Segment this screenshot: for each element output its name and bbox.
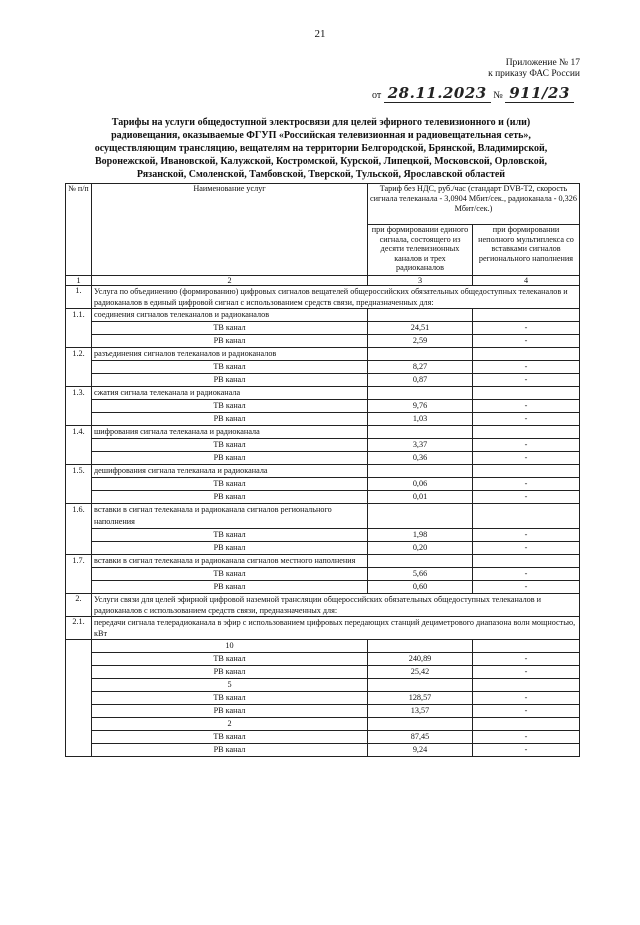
page-number: 21 xyxy=(314,28,326,40)
table-row xyxy=(66,744,580,757)
tariff-value: 0,20 xyxy=(368,542,473,555)
tariff-dash: - xyxy=(473,439,580,452)
tariff-table xyxy=(65,183,580,757)
channel-label: ТВ канал xyxy=(92,692,368,705)
service-row xyxy=(66,309,580,322)
table-row xyxy=(66,452,580,465)
service-name: дешифрования сигнала телеканала и радиоканала xyxy=(92,465,368,478)
tariff-value: 0,60 xyxy=(368,581,473,594)
tariff-dash: - xyxy=(473,529,580,542)
number-prefix: № xyxy=(493,90,503,101)
item-number: 1.6. xyxy=(66,504,92,555)
document-title: Тарифы на услуги общедоступной электросвязи для целей эфирного телевизионного и (или) радиовещания, оказываемые ФГУП «Российская телевизионная и радиовещательная сеть», осуществляющим трансляцию, вещателям на территории Белгородской, Брянской, Владимирской, Воронежской, Ивановской, Калужской, Костромской, Курской, Липецкой, Московской, Орловской, Рязанской, Смоленской, Тамбовской, Тверской, Тульской, Ярославской областей xyxy=(94,117,548,180)
channel-label: РВ канал xyxy=(92,491,368,504)
item-number: 1.1. xyxy=(66,309,92,348)
channel-label: ТВ канал xyxy=(92,439,368,452)
service-row xyxy=(66,617,580,640)
channel-label: РВ канал xyxy=(92,744,368,757)
table-row xyxy=(66,413,580,426)
tariff-dash: - xyxy=(473,361,580,374)
header-number: № п/п xyxy=(66,184,92,276)
handwritten-date: 28.11.2023 xyxy=(387,84,487,102)
channel-label: РВ канал xyxy=(92,413,368,426)
section-text: Услуги связи для целей эфирной цифровой наземной трансляции общероссийских обязательных общедоступных телеканалов и радиоканалов с использованием средств связи, предназначенных для: xyxy=(92,594,580,617)
tariff-value: 8,27 xyxy=(368,361,473,374)
date-prefix: от xyxy=(372,90,382,101)
table-row xyxy=(66,692,580,705)
tariff-value: 0,87 xyxy=(368,374,473,387)
tariff-dash: - xyxy=(473,322,580,335)
tariff-value: 1,03 xyxy=(368,413,473,426)
power-value: 2 xyxy=(92,718,368,731)
item-number: 2.1. xyxy=(66,617,92,640)
service-name: шифрования сигнала телеканала и радиоканала xyxy=(92,426,368,439)
service-row xyxy=(66,555,580,568)
tariff-dash: - xyxy=(473,491,580,504)
section-text: Услуга по объединению (формированию) цифровых сигналов вещателей общероссийских обязательных общедоступных телеканалов и радиоканалов в единый цифровой сигнал с использованием средств связи, предназначенных для: xyxy=(92,286,580,309)
service-name: разъединения сигналов телеканалов и радиоканалов xyxy=(92,348,368,361)
tariff-value: 24,51 xyxy=(368,322,473,335)
handwritten-number: 911/23 xyxy=(509,84,570,102)
section-number: 1. xyxy=(66,286,92,309)
table-row xyxy=(66,581,580,594)
power-value: 5 xyxy=(92,679,368,692)
service-name: вставки в сигнал телеканала и радиоканала сигналов местного наполнения xyxy=(92,555,368,568)
item-number: 1.7. xyxy=(66,555,92,594)
appendix-header xyxy=(380,58,580,80)
tariff-dash: - xyxy=(473,374,580,387)
service-row xyxy=(66,348,580,361)
table-row xyxy=(66,731,580,744)
channel-label: РВ канал xyxy=(92,666,368,679)
tariff-dash: - xyxy=(473,478,580,491)
tariff-value: 87,45 xyxy=(368,731,473,744)
table-row xyxy=(66,322,580,335)
appendix-label: Приложение № 17 xyxy=(505,58,580,68)
item-number: 1.2. xyxy=(66,348,92,387)
header-col3: при формировании единого сигнала, состоящего из десяти телевизионных каналов и трех радиоканалов xyxy=(368,225,473,276)
table-row xyxy=(66,335,580,348)
header-col4: при формировании неполного мультиплекса со вставками сигналов регионального наполнения xyxy=(473,225,580,276)
tariff-value: 0,06 xyxy=(368,478,473,491)
channel-label: ТВ канал xyxy=(92,478,368,491)
power-row xyxy=(66,679,580,692)
tariff-value: 240,89 xyxy=(368,653,473,666)
section-number: 2. xyxy=(66,594,92,617)
item-number: 1.4. xyxy=(66,426,92,465)
tariff-dash: - xyxy=(473,705,580,718)
table-row xyxy=(66,666,580,679)
table-row xyxy=(66,400,580,413)
channel-label: ТВ канал xyxy=(92,731,368,744)
table-row xyxy=(66,568,580,581)
item-number: 1.3. xyxy=(66,387,92,426)
service-name: передачи сигнала телерадиоканала в эфир с использованием цифровых передающих станций дециметрового диапазона волн мощностью, кВт xyxy=(92,617,580,640)
tariff-dash: - xyxy=(473,692,580,705)
table-row xyxy=(66,374,580,387)
tariff-value: 25,42 xyxy=(368,666,473,679)
channel-label: РВ канал xyxy=(92,335,368,348)
tariff-value: 128,57 xyxy=(368,692,473,705)
tariff-dash: - xyxy=(473,568,580,581)
tariff-dash: - xyxy=(473,731,580,744)
header-tariff: Тариф без НДС, руб./час (стандарт DVB-T2, скорость сигнала телеканала - 3,0904 Мбит/сек., радиоканала - 0,326 Мбит/сек.) xyxy=(368,184,580,225)
channel-label: ТВ канал xyxy=(92,361,368,374)
item-number: 1.5. xyxy=(66,465,92,504)
channel-label: РВ канал xyxy=(92,581,368,594)
table-row xyxy=(66,478,580,491)
table-row xyxy=(66,653,580,666)
channel-label: ТВ канал xyxy=(92,322,368,335)
table-row xyxy=(66,491,580,504)
channel-label: РВ канал xyxy=(92,374,368,387)
tariff-dash: - xyxy=(473,744,580,757)
tariff-value: 5,66 xyxy=(368,568,473,581)
table-row xyxy=(66,361,580,374)
order-date-number xyxy=(372,84,582,103)
tariff-value: 3,37 xyxy=(368,439,473,452)
table-row xyxy=(66,529,580,542)
column-index-row: 1 2 3 4 xyxy=(66,276,580,286)
service-row xyxy=(66,504,580,529)
service-row xyxy=(66,426,580,439)
tariff-dash: - xyxy=(473,413,580,426)
power-row xyxy=(66,718,580,731)
tariff-dash: - xyxy=(473,452,580,465)
tariff-value: 1,98 xyxy=(368,529,473,542)
service-name: вставки в сигнал телеканала и радиоканала сигналов регионального наполнения xyxy=(92,504,368,529)
tariff-value: 13,57 xyxy=(368,705,473,718)
tariff-dash: - xyxy=(473,653,580,666)
power-row xyxy=(66,640,580,653)
channel-label: ТВ канал xyxy=(92,653,368,666)
header-name: Наименование услуг xyxy=(92,184,368,276)
service-name: соединения сигналов телеканалов и радиоканалов xyxy=(92,309,368,322)
table-row xyxy=(66,705,580,718)
channel-label: РВ канал xyxy=(92,452,368,465)
section-row xyxy=(66,594,580,617)
service-row xyxy=(66,387,580,400)
channel-label: ТВ канал xyxy=(92,568,368,581)
tariff-dash: - xyxy=(473,666,580,679)
service-row xyxy=(66,465,580,478)
channel-label: ТВ канал xyxy=(92,400,368,413)
order-reference: к приказу ФАС России xyxy=(488,69,580,79)
channel-label: РВ канал xyxy=(92,542,368,555)
channel-label: ТВ канал xyxy=(92,529,368,542)
service-name: сжатия сигнала телеканала и радиоканала xyxy=(92,387,368,400)
tariff-value: 9,76 xyxy=(368,400,473,413)
tariff-dash: - xyxy=(473,400,580,413)
table-row xyxy=(66,439,580,452)
tariff-value: 0,36 xyxy=(368,452,473,465)
tariff-dash: - xyxy=(473,542,580,555)
tariff-dash: - xyxy=(473,581,580,594)
section-row xyxy=(66,286,580,309)
table-row xyxy=(66,542,580,555)
tariff-value: 9,24 xyxy=(368,744,473,757)
tariff-dash: - xyxy=(473,335,580,348)
tariff-value: 0,01 xyxy=(368,491,473,504)
tariff-value: 2,59 xyxy=(368,335,473,348)
power-value: 10 xyxy=(92,640,368,653)
channel-label: РВ канал xyxy=(92,705,368,718)
